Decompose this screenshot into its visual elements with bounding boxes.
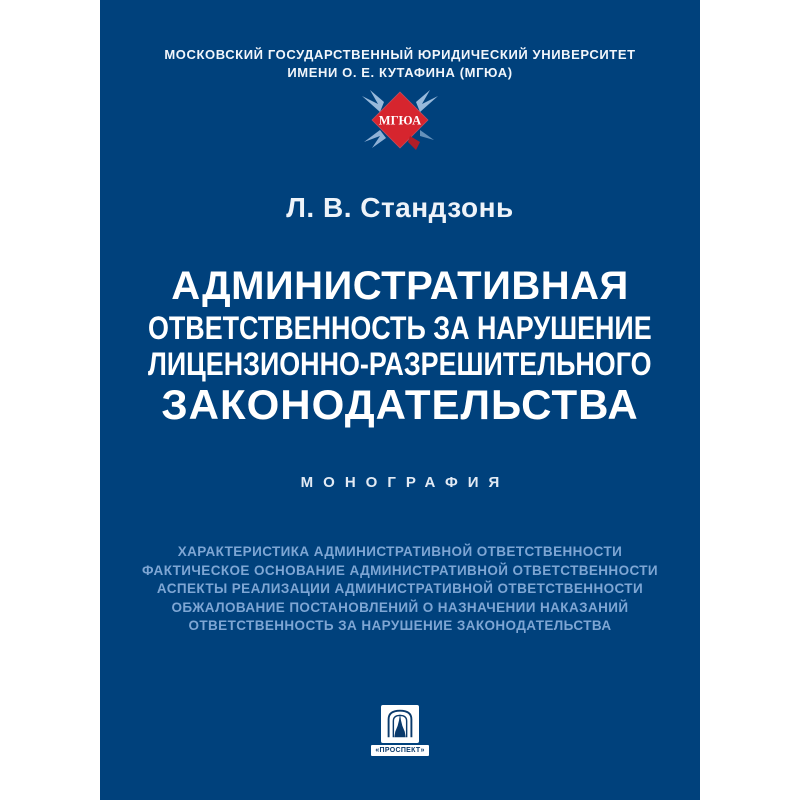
publisher-name: «ПРОСПЕКТ»: [371, 745, 429, 756]
book-cover: [100, 0, 700, 800]
author-name: Л. В. Стандзонь: [286, 192, 514, 223]
university-line1: МОСКОВСКИЙ ГОСУДАРСТВЕННЫЙ ЮРИДИЧЕСКИЙ УНИВЕРСИТЕТ: [164, 47, 636, 62]
mgua-emblem-svg: [350, 84, 450, 162]
university-header: [100, 46, 700, 82]
topic-item: ХАРАКТЕРИСТИКА АДМИНИСТРАТИВНОЙ ОТВЕТСТВЕННОСТИ: [177, 544, 623, 559]
emblem-text: МГЮА: [378, 113, 422, 128]
book-title: [100, 266, 700, 426]
publisher-logo-icon: [381, 705, 419, 743]
university-line2: ИМЕНИ О. Е. КУТАФИНА (МГЮА): [287, 65, 513, 80]
emblem-ribbon: [408, 136, 420, 150]
title-line4: ЗАКОНОДАТЕЛЬСТВА: [161, 381, 639, 428]
topic-item: ОБЖАЛОВАНИЕ ПОСТАНОВЛЕНИЙ О НАЗНАЧЕНИИ НАКАЗАНИЙ: [171, 599, 629, 615]
topic-item: ОТВЕТСТВЕННОСТЬ ЗА НАРУШЕНИЕ ЗАКОНОДАТЕЛЬСТВА: [188, 618, 612, 634]
title-line1: АДМИНИСТРАТИВНАЯ: [171, 264, 629, 308]
title-line3: ЛИЦЕНЗИОННО-РАЗРЕШИТЕЛЬНОГО: [148, 346, 652, 382]
subtitle-monograph: МОНОГРАФИЯ: [300, 474, 510, 491]
topic-item: АСПЕКТЫ РЕАЛИЗАЦИИ АДМИНИСТРАТИВНОЙ ОТВЕТСТВЕННОСТИ: [156, 581, 644, 597]
mgua-emblem-icon: [350, 84, 450, 167]
topics-list: [100, 543, 700, 636]
publisher-logo: [371, 705, 429, 756]
topic-item: ФАКТИЧЕСКОЕ ОСНОВАНИЕ АДМИНИСТРАТИВНОЙ ОТВЕТСТВЕННОСТИ: [141, 562, 659, 578]
title-line2: ОТВЕТСТВЕННОСТЬ ЗА НАРУШЕНИЕ: [148, 310, 652, 346]
